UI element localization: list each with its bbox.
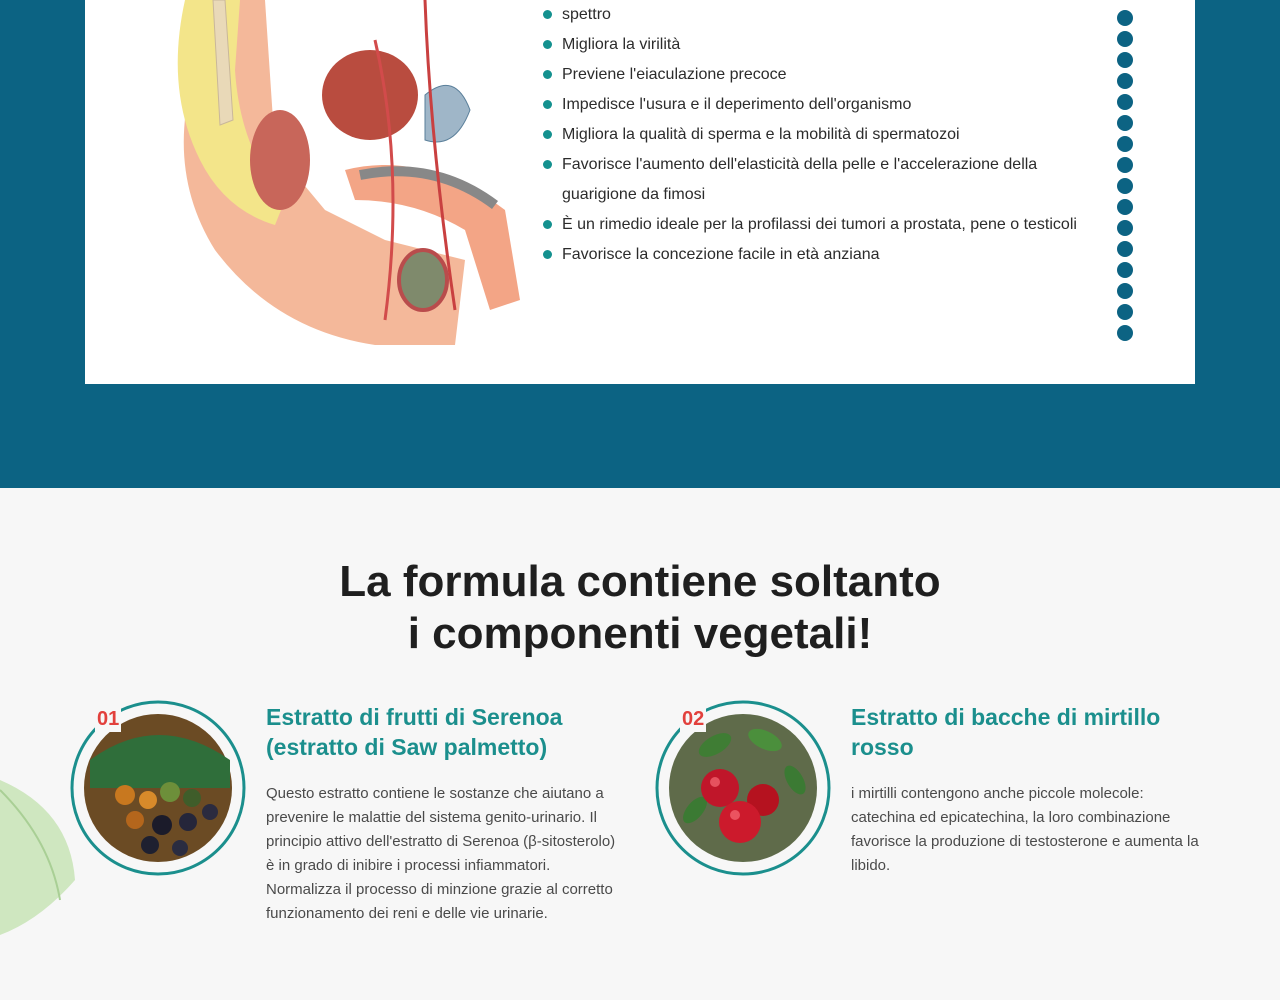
component-title: Estratto di frutti di Serenoa (estratto di Saw palmetto) [266,704,563,760]
component-description: Questo estratto contiene le sostanze che aiutano a prevenire le malattie del sistema genito-urinario. Il principio attivo dell'estratto di Serenoa (β-sitosterolo) è in grado di inibire i processi infiammatori. Normalizza il processo di minzione grazie al corretto funzionamento dei reni e delle vie urinarie. [266,785,616,922]
benefit-item: Impedisce l'usura e il deperimento dell'organismo [540,90,1080,120]
benefit-item: Migliora la qualità di sperma e la mobilità di spermatozoi [540,120,1080,150]
component-number: 02 [682,708,705,730]
benefits-card [85,0,1195,384]
bullet-icon [543,40,552,49]
bullet-icon [543,70,552,79]
bullet-icon [543,130,552,139]
benefit-item: Previene l'eiaculazione precoce [540,60,1080,90]
formula-heading: La formula contiene soltanto i componenti vegetali! [339,557,941,658]
benefit-item: Migliora la virilità [540,30,1080,60]
bullet-icon [543,250,552,259]
benefit-item: Favorisce l'aumento dell'elasticità della pelle e l'accelerazione della guarigione da fimosi [540,150,1080,210]
bullet-icon [543,100,552,109]
component-title: Estratto di bacche di mirtillo rosso [851,704,1161,760]
benefit-item: Favorisce la concezione facile in età anziana [540,240,1080,270]
benefit-item: spettro [540,0,1080,30]
benefits-list [540,0,1080,270]
anatomy-illustration [125,0,535,355]
decorative-dot-rail [1117,10,1135,346]
bullet-icon [543,10,552,19]
bullet-icon [543,220,552,229]
leaf-decoration [0,770,80,940]
bullet-icon [543,160,552,169]
component-description: i mirtilli contengono anche piccole molecole: catechina ed epicatechina, la loro combinazione favorisce la produzione di testosterone e aumenta la libido. [851,785,1199,874]
component-number: 01 [97,708,120,730]
benefit-item: È un rimedio ideale per la profilassi dei tumori a prostata, pene o testicoli [540,210,1080,240]
benefits-section [0,0,1280,488]
